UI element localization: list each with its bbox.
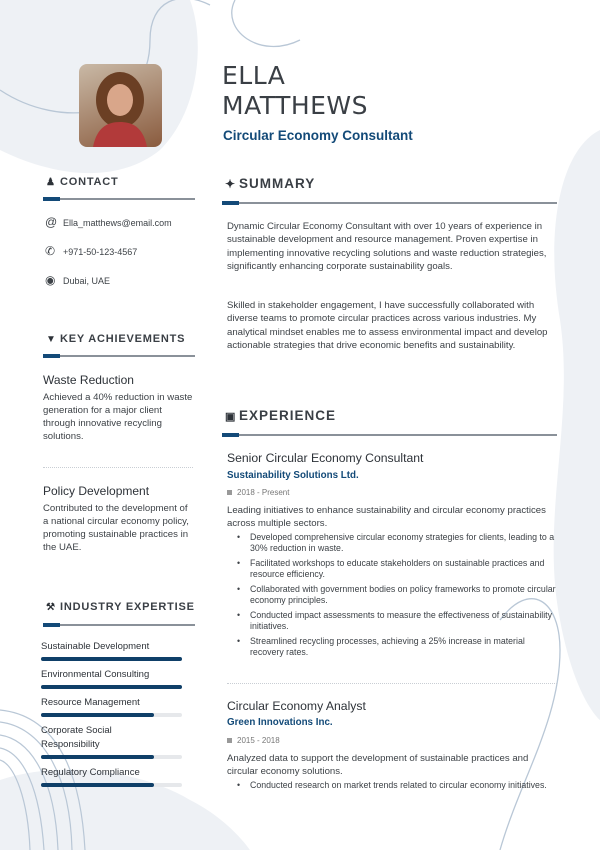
skill-level-bar (41, 755, 182, 759)
skill-label: Environmental Consulting (41, 669, 150, 680)
divider (222, 202, 557, 204)
achievement-desc: Achieved a 40% reduction in waste generation for a major client through innovative recycling solutions. (43, 392, 193, 442)
skill-level-fill (41, 685, 182, 689)
skill-level-fill (41, 713, 154, 717)
calendar-icon (227, 738, 232, 743)
last-name: MATTHEWS (222, 91, 369, 120)
job-dates: 2015 - 2018 (227, 736, 280, 745)
skill-level-fill (41, 657, 182, 661)
person-icon: ♟ (46, 177, 56, 188)
achievement-title: Policy Development (43, 484, 150, 498)
skill-label: Corporate Social Responsibility (41, 725, 112, 750)
skill-level-fill (41, 755, 154, 759)
achievement-desc: Contributed to the development of a national circular economy policy, promoting sustainable practices in the UAE. (43, 503, 189, 553)
experience-heading: ▣ EXPERIENCE (225, 408, 337, 423)
job-description: Leading initiatives to enhance sustainability and circular economy practices across multiple sectors. (227, 505, 546, 530)
summary-heading: ✦ SUMMARY (225, 176, 316, 191)
bullet-item: • Developed comprehensive circular economy strategies for clients, leading to a 30% reduction in waste. (250, 532, 560, 554)
skill-level-bar (41, 685, 182, 689)
expertise-heading: ⚒ INDUSTRY EXPERTISE (46, 601, 195, 613)
skill-level-bar (41, 713, 182, 717)
divider (222, 434, 557, 436)
summary-paragraph: Dynamic Circular Economy Consultant with over 10 years of experience in sustainable development and resource management. Proven expertise in implementing innovative recycling solutions and waste reduction strategies, significantly enhancing corporate sustainability goals. (227, 221, 547, 272)
skill-label: Resource Management (41, 697, 140, 708)
job-title: Circular Economy Consultant (223, 128, 413, 143)
contact-email[interactable]: @ Ella_matthews@email.com (45, 215, 172, 229)
skill-label: Sustainable Development (41, 641, 150, 652)
bullet-item: • Streamlined recycling processes, achieving a 25% increase in material recovery rates. (250, 636, 560, 658)
summary-paragraph: Skilled in stakeholder engagement, I have successfully collaborated with diverse teams to promote circular practices across various industries. My analytical mindset enables me to assess environmental impact and develop actionable strategies that drive economic benefits and sustainability. (227, 300, 548, 351)
contact-phone[interactable]: ✆ +971-50-123-4567 (45, 244, 138, 258)
phone-icon: ✆ (45, 244, 56, 258)
at-icon: @ (45, 215, 58, 229)
divider (43, 467, 193, 468)
skill-level-bar (41, 783, 182, 787)
bullet-item: • Collaborated with government bodies on policy frameworks to promote circular economy principles. (250, 584, 560, 606)
achievement-title: Waste Reduction (43, 373, 134, 387)
sparkle-icon: ✦ (225, 177, 237, 191)
job-title: Senior Circular Economy Consultant (227, 451, 424, 465)
company-name: Green Innovations Inc. (227, 717, 333, 728)
contact-location: ◉ Dubai, UAE (45, 273, 111, 287)
wrench-icon: ⚒ (46, 602, 56, 613)
skill-level-fill (41, 783, 154, 787)
skill-level-bar (41, 657, 182, 661)
job-title: Circular Economy Analyst (227, 699, 366, 713)
company-name: Sustainability Solutions Ltd. (227, 470, 359, 481)
calendar-icon (227, 490, 232, 495)
profile-photo (79, 64, 162, 147)
job-dates: 2018 - Present (227, 488, 289, 497)
briefcase-icon: ▣ (225, 411, 237, 423)
trophy-icon: ▼ (46, 334, 57, 345)
divider (43, 624, 195, 626)
divider (227, 683, 557, 684)
contact-heading: ♟ CONTACT (46, 176, 119, 188)
job-description: Analyzed data to support the development of sustainable practices and circular economy solutions. (227, 753, 529, 778)
location-pin-icon: ◉ (45, 273, 56, 287)
job-bullets (250, 532, 560, 662)
first-name: ELLA (222, 61, 286, 90)
bullet-item: • Facilitated workshops to educate stakeholders on sustainable practices and resource efficiency. (250, 558, 560, 580)
bullet-item: • Conducted impact assessments to measure the effectiveness of sustainability initiatives. (250, 610, 560, 632)
divider (43, 355, 195, 357)
bullet-item: • Conducted research on market trends related to circular economy initiatives. (250, 780, 560, 791)
job-bullets (250, 780, 560, 795)
divider (43, 198, 195, 200)
achievements-heading: ▼ KEY ACHIEVEMENTS (46, 333, 186, 345)
skill-label: Regulatory Compliance (41, 767, 140, 778)
